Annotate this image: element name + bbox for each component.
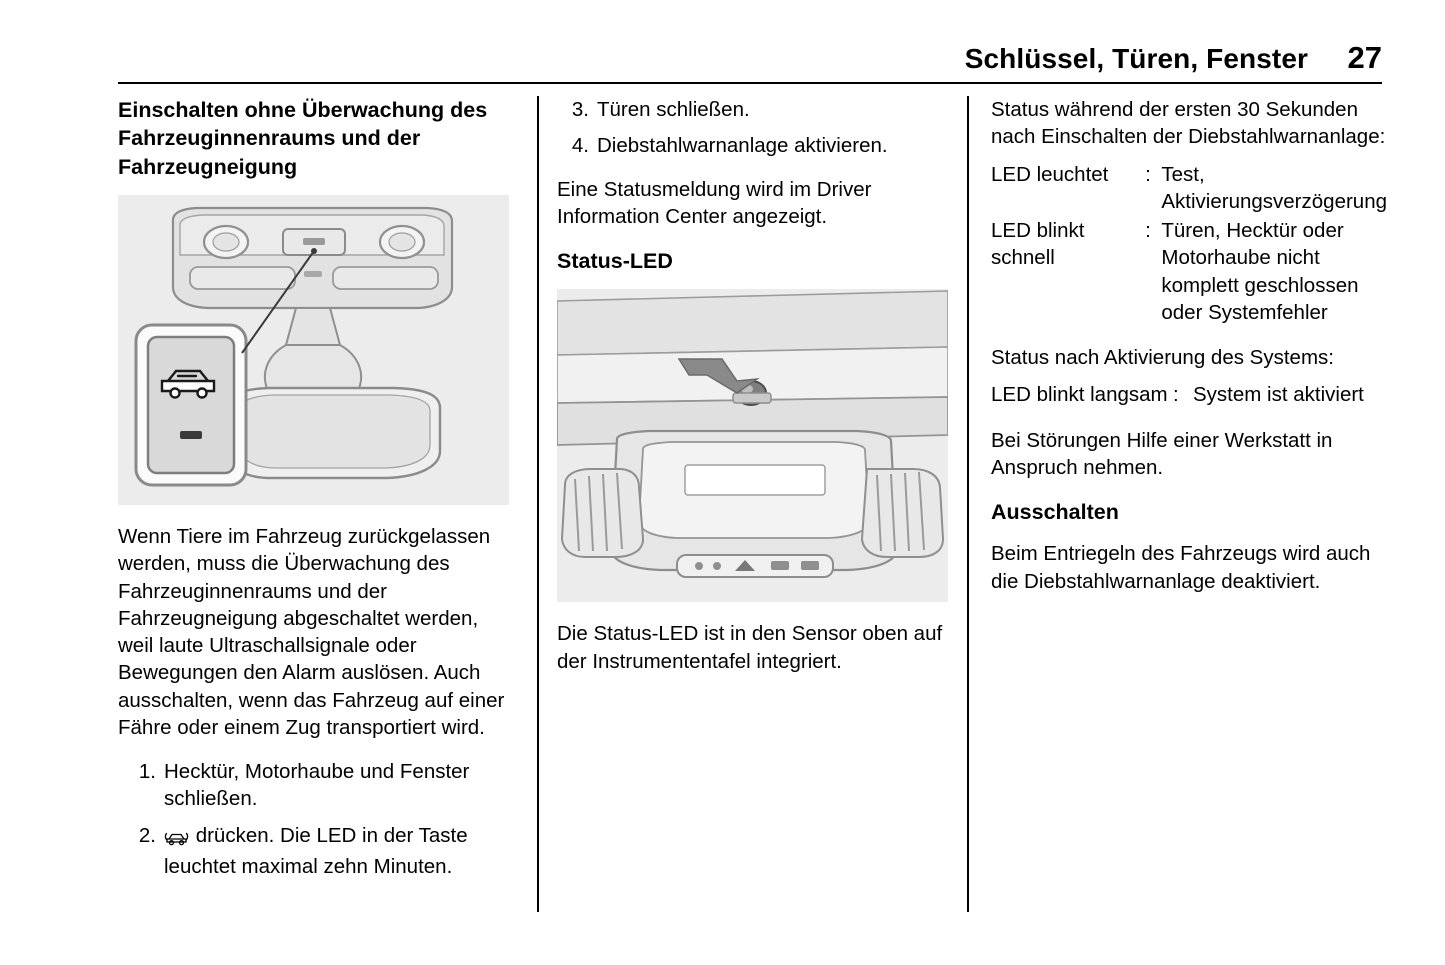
column-3 <box>991 96 1387 612</box>
definition-text: System ist aktiviert <box>1193 383 1364 407</box>
figure-status-led-instrumententafel <box>557 289 948 602</box>
list-item-text: drücken. Die LED in der Taste leuchtet maximal zehn Minuten. <box>164 823 468 878</box>
definition-term: LED blinkt langsam <box>991 383 1168 407</box>
page-number: 27 <box>1347 40 1382 75</box>
definition-text: Test, Aktivierungsverzögerung <box>1161 162 1387 213</box>
section-title-status-led: Status-LED <box>557 249 673 273</box>
steps-list-1 <box>118 758 514 880</box>
list-item-text: Diebstahlwarnanlage aktivieren. <box>597 134 888 158</box>
header-divider <box>118 82 1382 84</box>
page-title: Schlüssel, Türen, Fenster <box>964 43 1308 74</box>
table-row <box>991 217 1387 328</box>
paragraph-statusmeldung: Eine Statusmeldung wird im Driver Information Center angezeigt. <box>557 177 872 228</box>
paragraph-status-nach-aktivierung: Status nach Aktivierung des Systems: <box>991 346 1334 369</box>
list-item <box>118 758 514 813</box>
definition-colon: : <box>1145 162 1151 186</box>
paragraph-entriegeln: Beim Entriegeln des Fahrzeugs wird auch die Diebstahlwarnanlage deaktiviert. <box>991 542 1371 593</box>
list-item-number: 3. <box>571 98 589 121</box>
car-alarm-icon <box>164 826 190 853</box>
definition-text: Türen, Hecktür oder Motorhaube nicht komplett geschlossen oder Systemfehler <box>1161 219 1359 324</box>
definition-table-aktivierung <box>991 161 1387 329</box>
figure-innenraum-ueberwachung-taste <box>118 195 509 505</box>
list-item-text: Hecktür, Motorhaube und Fenster schließen. <box>164 760 470 811</box>
list-item <box>557 132 949 159</box>
paragraph-tiere-im-fahrzeug: Wenn Tiere im Fahrzeug zurückgelassen werden, muss die Überwachung des Fahrzeuginnenraums und der Fahrzeugneigung abgeschaltet werden, weil laute Ultraschallsignale oder Bewegungen den Alarm auslösen. Auch ausschalten, wenn das Fahrzeug auf einer Fähre oder einem Zug transportiert wird. <box>118 525 505 739</box>
column-divider-1 <box>537 96 539 912</box>
list-item-number: 1. <box>138 760 156 784</box>
definition-term: LED leuchtet <box>991 162 1109 186</box>
paragraph-stoerungen: Bei Störungen Hilfe einer Werkstatt in Anspruch nehmen. <box>991 428 1333 479</box>
column-1 <box>118 96 514 896</box>
table-row <box>991 381 1387 410</box>
steps-list-2 <box>557 96 949 160</box>
list-item-number: 4. <box>571 134 589 158</box>
list-item <box>557 96 949 123</box>
table-row <box>991 161 1387 218</box>
column-2 <box>557 96 949 692</box>
section-title-einschalten: Einschalten ohne Überwachung des Fahrzeuginnenraums und der Fahrzeugneigung <box>118 98 488 179</box>
page-header <box>118 40 1382 76</box>
column-divider-2 <box>967 96 969 912</box>
definition-colon: : <box>1145 219 1151 242</box>
figure-caption-status-led: Die Status-LED ist in den Sensor oben auf der Instrumententafel integriert. <box>557 622 943 673</box>
paragraph-status-erste-30-sekunden: Status während der ersten 30 Sekunden nach Einschalten der Diebstahlwarnanlage: <box>991 98 1386 149</box>
definition-colon: : <box>1173 383 1179 407</box>
section-title-ausschalten: Ausschalten <box>991 500 1119 524</box>
list-item-text: Türen schließen. <box>597 98 750 121</box>
list-item-number: 2. <box>138 823 156 847</box>
list-item <box>118 822 514 881</box>
definition-table-aktiviert <box>991 381 1387 410</box>
definition-term: LED blinkt schnell <box>991 219 1085 270</box>
